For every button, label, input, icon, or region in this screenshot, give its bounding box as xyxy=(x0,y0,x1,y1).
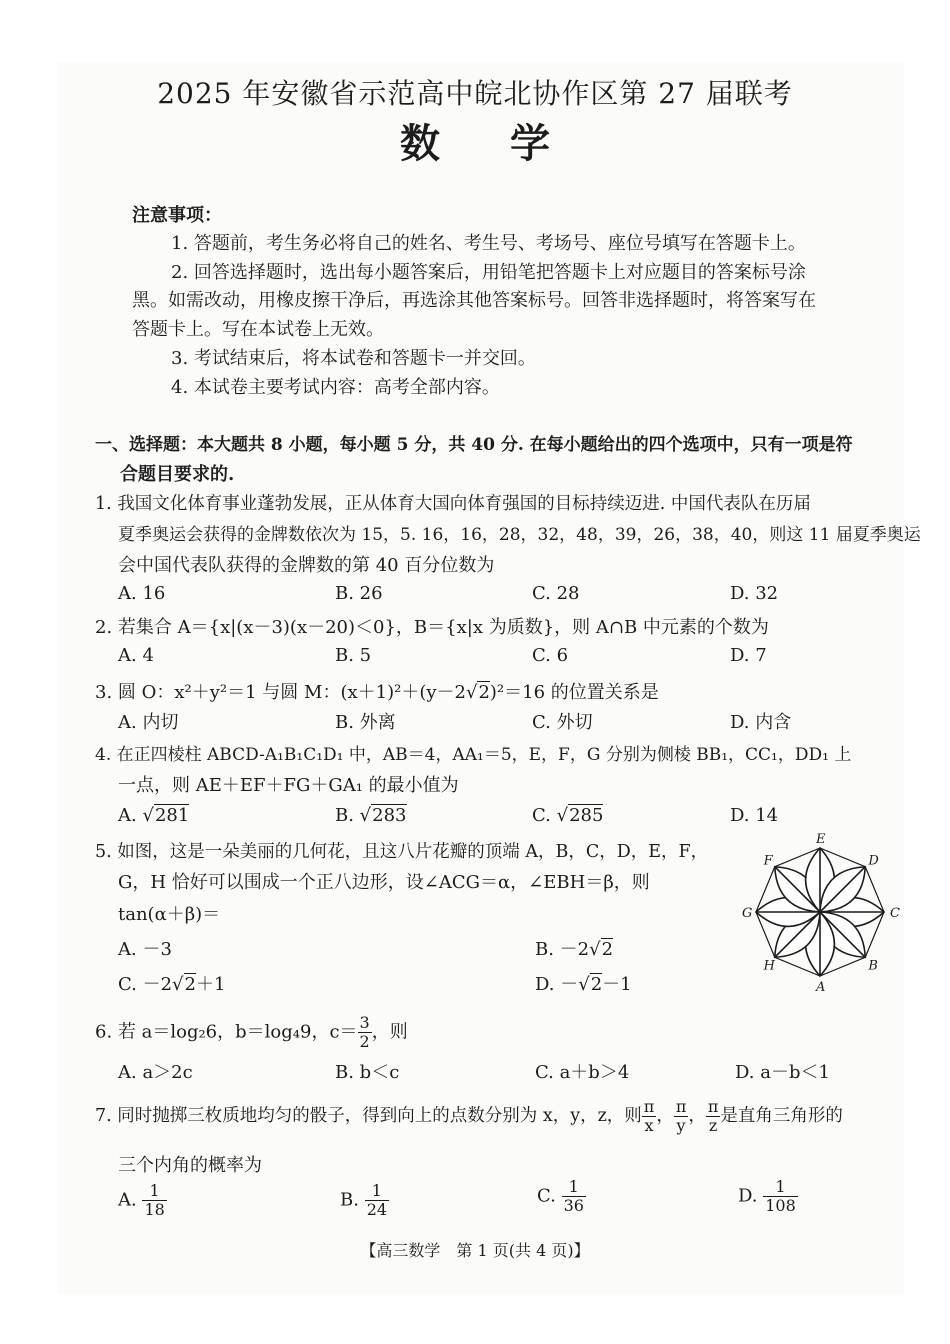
q5-option-b: B. －2√2 xyxy=(535,939,614,960)
q2-option-d: D. 7 xyxy=(730,645,767,666)
question-5-line: 5. 如图，这是一朵美丽的几何花，且这八片花瓣的顶端 A，B，C，D，E，F， xyxy=(95,842,709,862)
notice-item: 1. 答题前，考生务必将自己的姓名、考生号、考场号、座位号填写在答题卡上。 xyxy=(171,233,806,254)
q1-option-d: D. 32 xyxy=(730,583,779,604)
question-4-line: 一点，则 AE＋EF＋FG＋GA₁ 的最小值为 xyxy=(118,775,459,796)
q3-option-d: D. 内含 xyxy=(730,712,792,733)
q4-option-a: A. √281 xyxy=(118,805,190,826)
vertex-label-h: H xyxy=(763,958,776,974)
vertex-label-a: A xyxy=(816,980,826,995)
question-1-line: 会中国代表队获得的金牌数的第 40 百分位数为 xyxy=(118,555,495,576)
page-footer: 【高三数学 第 1 页(共 4 页)】 xyxy=(360,1241,590,1260)
q4-option-c: C. √285 xyxy=(532,805,604,826)
question-1-line: 1. 我国文化体育事业蓬勃发展，正从体育大国向体育强国的目标持续迈进. 中国代表队在历届 xyxy=(95,494,811,514)
q7-option-d: D. $\frac{1}{108}$ xyxy=(738,1177,796,1215)
section-heading-cont: 合题目要求的. xyxy=(120,464,235,485)
q2-option-c: C. 6 xyxy=(532,645,569,666)
q6-option-b: B. b＜c xyxy=(335,1062,400,1083)
question-5-line: G，H 恰好可以围成一个正八边形，设∠ACG＝α，∠EBH＝β，则 xyxy=(118,872,650,893)
q2-option-a: A. 4 xyxy=(118,645,154,666)
q7-option-a: A. $\frac{1}{18}$ xyxy=(118,1181,165,1219)
question-2-stem: 2. 若集合 A＝{x|(x－3)(x－20)＜0}，B＝{x|x 为质数}，则 A∩B 中元素的个数为 xyxy=(95,617,769,638)
section-heading: 一、选择题：本大题共 8 小题，每小题 5 分，共 40 分. 在每小题给出的四个选项中，只有一项是符 xyxy=(95,435,853,455)
q3-option-c: C. 外切 xyxy=(532,712,593,733)
vertex-label-c: C xyxy=(890,906,900,921)
exam-title: 2025 年安徽省示范高中皖北协作区第 27 届联考 xyxy=(157,77,793,110)
notice-item: 3. 考试结束后，将本试卷和答题卡一并交回。 xyxy=(171,348,536,369)
q7-option-c: C. $\frac{1}{36}$ xyxy=(537,1177,584,1215)
q1-option-b: B. 26 xyxy=(335,583,383,604)
q6-option-a: A. a＞2c xyxy=(118,1062,193,1083)
question-7-stem: 7. 同时抛掷三枚质地均匀的骰子，得到向上的点数分别为 x，y，z，则 $\frac{\pi}{x}$ ， $\frac{\pi}{y}$ ， $\frac{\pi}{z}$ 是直角三角形的 xyxy=(95,1097,843,1135)
question-4-line: 4. 在正四棱柱 ABCD-A₁B₁C₁D₁ 中，AB＝4，AA₁＝5，E，F，G 分别为侧棱 BB₁，CC₁，DD₁ 上 xyxy=(95,745,852,765)
question-5-line: tan(α＋β)＝ xyxy=(118,904,221,925)
vertex-label-b: B xyxy=(868,958,878,974)
question-6-stem: 6. 若 a＝log₂6，b＝log₄9，c＝ $\frac{3}{2}$ ，则 xyxy=(95,1013,408,1051)
question-3-stem: 3. 圆 O：x²＋y²＝1 与圆 M：(x＋1)²＋(y－2√2)²＝16 的位置关系是 xyxy=(95,682,659,703)
vertex-label-d: D xyxy=(868,853,879,869)
q2-option-b: B. 5 xyxy=(335,645,372,666)
q5-option-d: D. －√2－1 xyxy=(535,974,632,995)
question-1-line: 夏季奥运会获得的金牌数依次为 15，5. 16，16，28，32，48，39，26，38，40，则这 11 届夏季奥运 xyxy=(118,525,921,545)
q7-option-b: B. $\frac{1}{24}$ xyxy=(340,1181,388,1219)
q4-option-b: B. √283 xyxy=(335,805,407,826)
question-7-line: 三个内角的概率为 xyxy=(118,1155,262,1176)
fraction-c: $\frac{3}{2}$ xyxy=(359,1013,370,1051)
q5-option-a: A. －3 xyxy=(118,939,172,960)
notice-item: 4. 本试卷主要考试内容：高考全部内容。 xyxy=(171,377,500,398)
q6-option-d: D. a－b＜1 xyxy=(735,1062,830,1083)
notice-heading: 注意事项： xyxy=(132,205,222,226)
notice-item: 2. 回答选择题时，选出每小题答案后，用铅笔把答题卡上对应题目的答案标号涂 xyxy=(171,262,806,283)
notice-item: 黑。如需改动，用橡皮擦干净后，再选涂其他答案标号。回答非选择题时，将答案写在 xyxy=(132,290,816,311)
q3-option-a: A. 内切 xyxy=(118,712,179,733)
vertex-label-f: F xyxy=(763,853,773,869)
geometric-flower-figure xyxy=(735,832,905,997)
vertex-label-g: G xyxy=(742,906,753,921)
notice-item: 答题卡上。写在本试卷上无效。 xyxy=(132,319,384,340)
q4-option-d: D. 14 xyxy=(730,805,779,826)
q1-option-c: C. 28 xyxy=(532,583,580,604)
q5-option-c: C. －2√2＋1 xyxy=(118,974,226,995)
vertex-label-e: E xyxy=(816,832,826,847)
q6-option-c: C. a＋b＞4 xyxy=(535,1062,630,1083)
q3-option-b: B. 外离 xyxy=(335,712,396,733)
subject-title: 数学 xyxy=(400,120,620,167)
q1-option-a: A. 16 xyxy=(118,583,166,604)
